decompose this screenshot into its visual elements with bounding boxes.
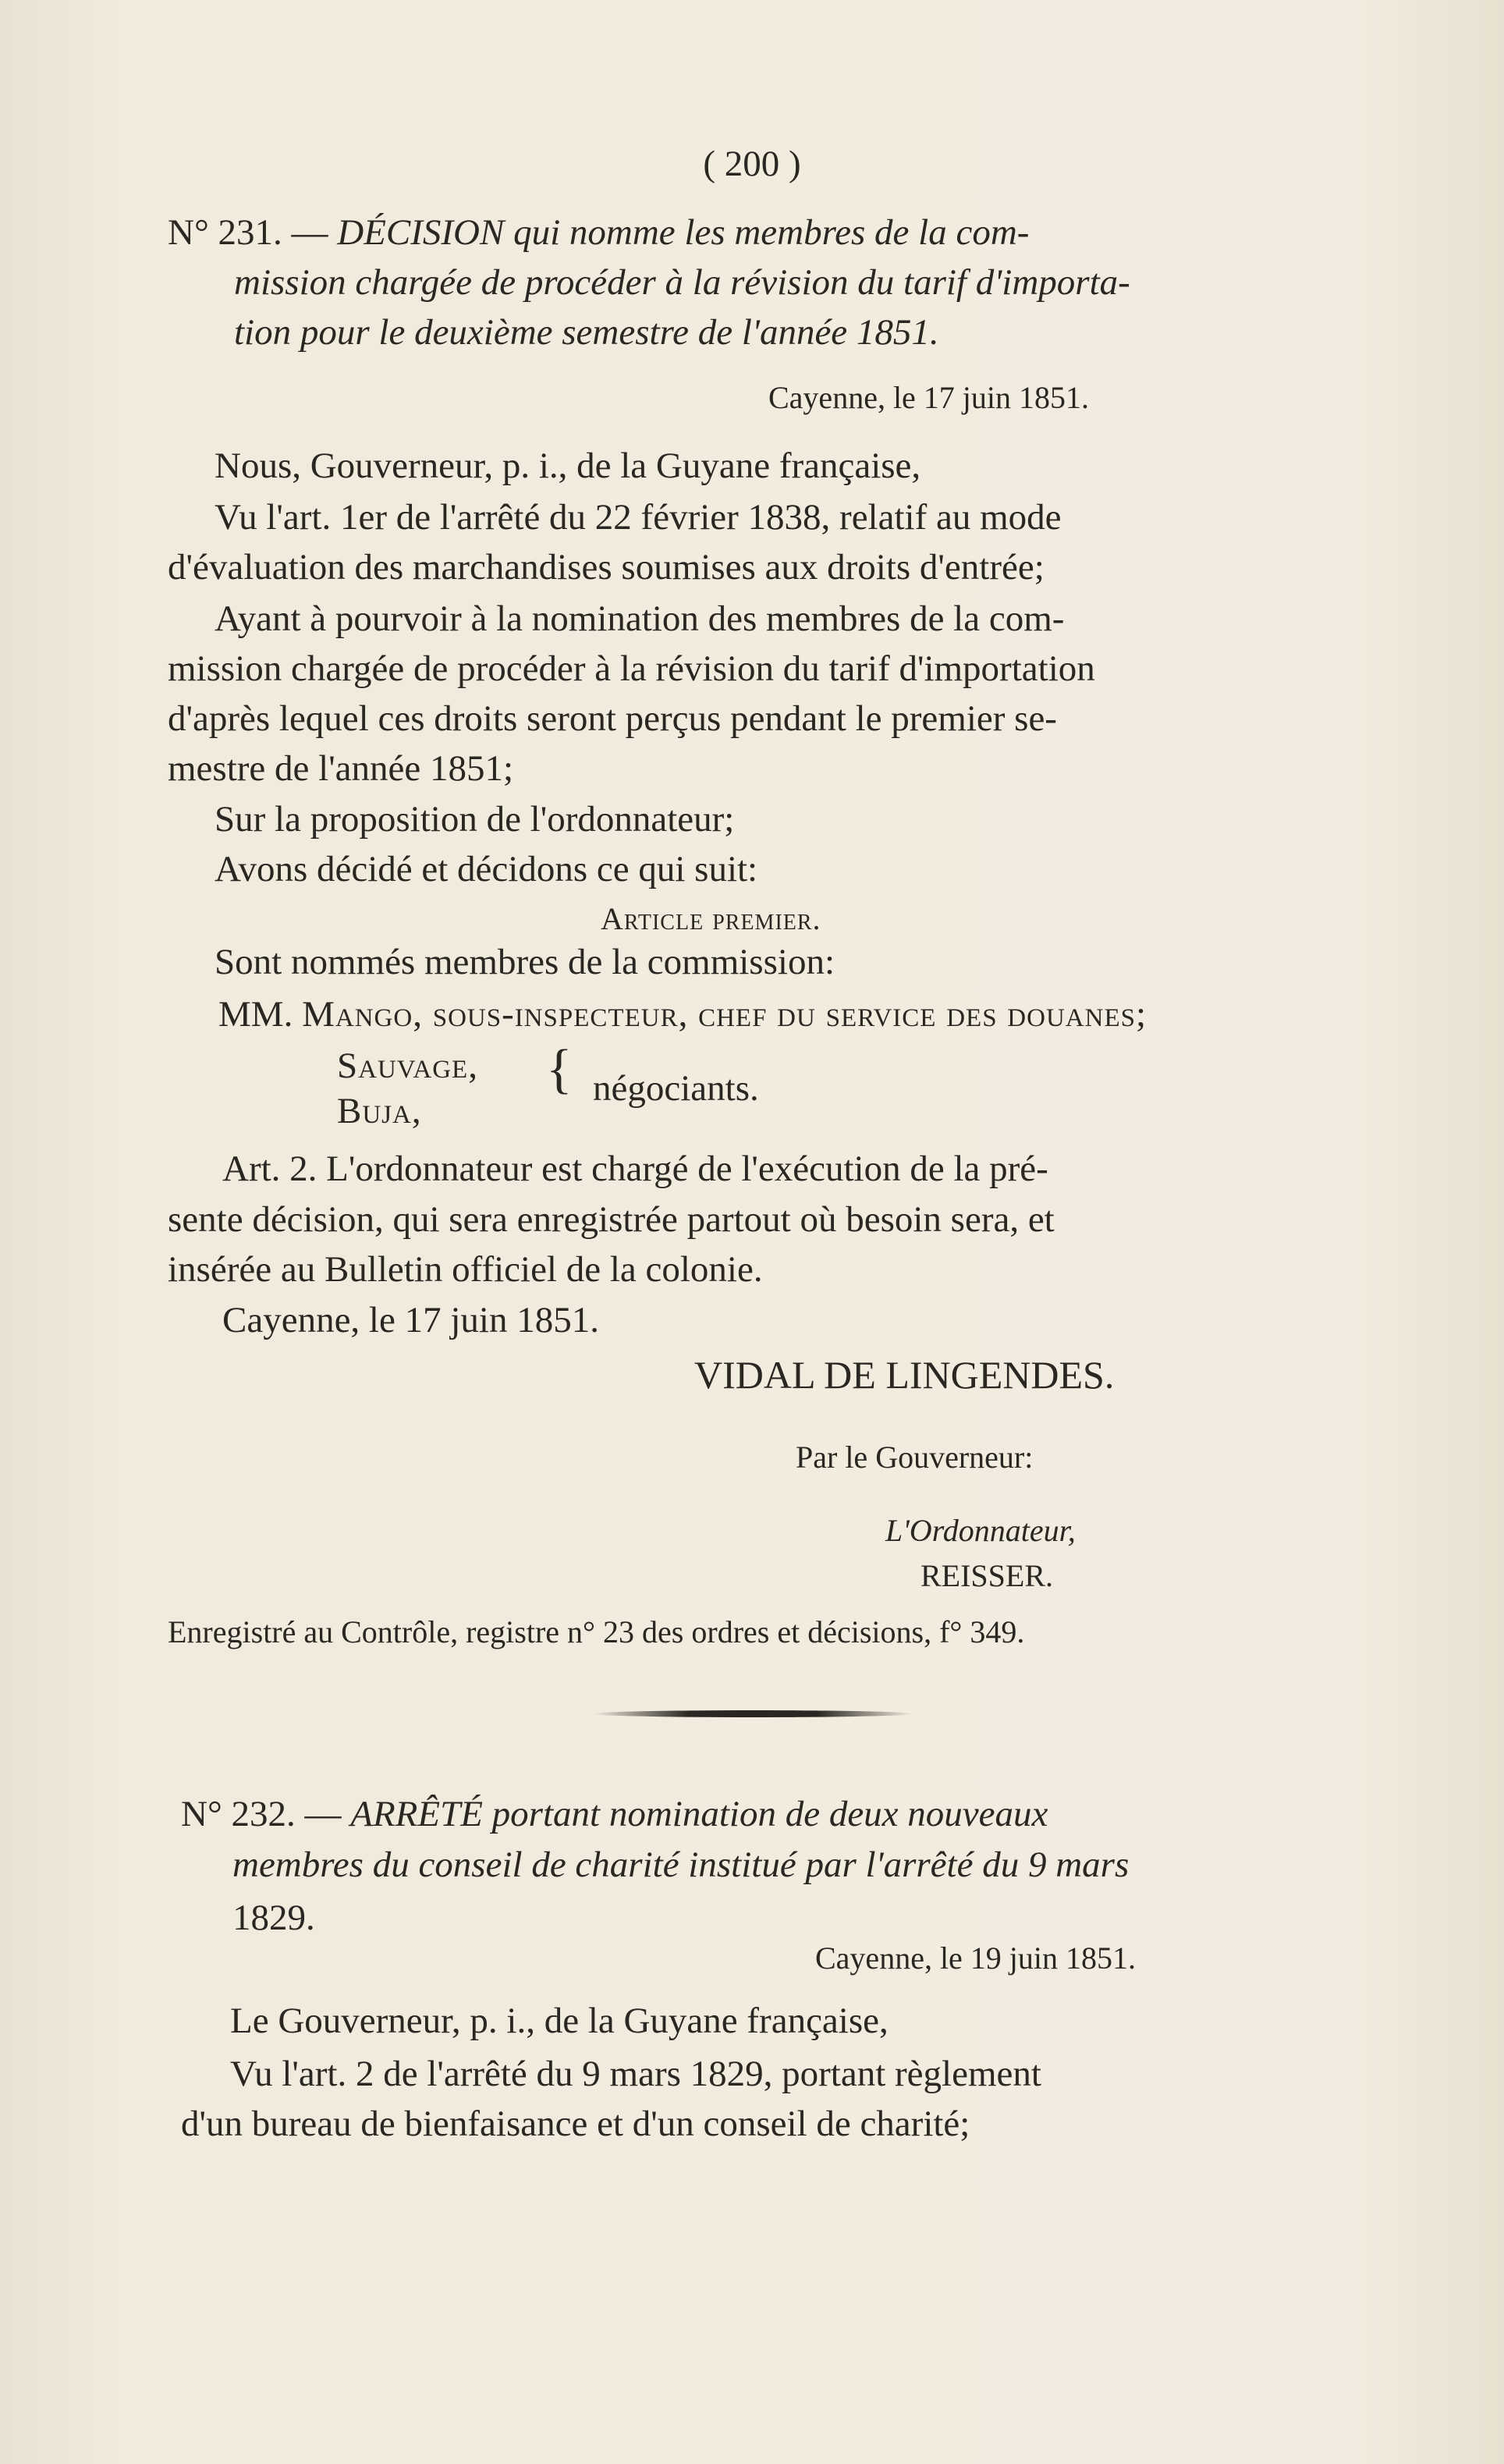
member-mango: Mango, sous-inspecteur, chef du service des douanes; [302, 994, 1148, 1035]
decision-231-reisser: REISSER. [920, 1558, 1054, 1593]
decision-232-number: N° 232. [181, 1794, 296, 1834]
decision-232-title-line-3: 1829. [232, 1898, 315, 1938]
decision-231-vu-line-1: Vu l'art. 1er de l'arrêté du 22 février 1838, relatif au mode [215, 497, 1062, 538]
decision-231-ayant-line-1: Ayant à pourvoir à la nomination des membres de la com- [215, 598, 1065, 639]
decision-231-vu-line-2: d'évaluation des marchandises soumises aux droits d'entrée; [168, 547, 1045, 588]
decision-231-registration: Enregistré au Contrôle, registre n° 23 des ordres et décisions, f° 349. [168, 1614, 1025, 1649]
decision-231-par-le-gouverneur: Par le Gouverneur: [796, 1440, 1034, 1475]
decision-231-title-line-3: tion pour le deuxième semestre de l'année 1851. [234, 312, 939, 353]
members-negociants-label: négociants. [593, 1068, 759, 1109]
page-number: ( 200 ) [703, 144, 801, 184]
decision-231-ayant-line-3: d'après lequel ces droits seront perçus pendant le premier se- [168, 698, 1057, 739]
member-sauvage: Sauvage, [337, 1046, 478, 1086]
decision-231-ayant-line-2: mission chargée de procéder à la révision du tarif d'importation [168, 648, 1095, 689]
decision-232-vu-line-2: d'un bureau de bienfaisance et d'un conseil de charité; [181, 2104, 970, 2144]
decision-232-title-line-2: membres du conseil de charité institué par l'arrêté du 9 mars [232, 1844, 1130, 1885]
decision-231-signature: VIDAL DE LINGENDES. [694, 1353, 1115, 1397]
decision-232-place-date: Cayenne, le 19 juin 1851. [815, 1940, 1137, 1976]
decision-231-title: DÉCISION qui nomme les membres de la com- [337, 212, 1030, 253]
decision-231-art2-line-1: Art. 2. L'ordonnateur est chargé de l'exécution de la pré- [222, 1149, 1048, 1189]
decision-231-art2-line-2: sente décision, qui sera enregistrée partout où besoin sera, et [168, 1199, 1055, 1240]
decision-232-title: ARRÊTÉ portant nomination de deux nouveaux [350, 1794, 1048, 1834]
decision-231-number: N° 231. [168, 212, 282, 253]
decision-231-title-line-1: N° 231. — DÉCISION qui nomme les membres de la com- [168, 212, 1030, 253]
decision-231-sur: Sur la proposition de l'ordonnateur; [215, 799, 735, 840]
decision-231-avons: Avons décidé et décidons ce qui suit: [215, 849, 758, 889]
section-separator-rule [593, 1710, 913, 1717]
decision-232-title-line-1: N° 232. — ARRÊTÉ portant nomination de deux nouveaux [181, 1794, 1048, 1834]
member-brace: { [546, 1039, 573, 1099]
decision-232-vu-line-1: Vu l'art. 2 de l'arrêté du 9 mars 1829, portant règlement [230, 2054, 1041, 2094]
decision-231-mango-line: MM. Mango, sous-inspecteur, chef du service des douanes; [218, 994, 1148, 1035]
decision-231-title-line-2: mission chargée de procéder à la révision du tarif d'importa- [234, 262, 1130, 303]
decision-231-place-date: Cayenne, le 17 juin 1851. [768, 380, 1090, 415]
decision-231-closing-place: Cayenne, le 17 juin 1851. [222, 1300, 599, 1340]
decision-231-ordonnateur: L'Ordonnateur, [885, 1513, 1076, 1548]
decision-231-ayant-line-4: mestre de l'année 1851; [168, 748, 514, 789]
decision-231-intro: Nous, Gouverneur, p. i., de la Guyane française, [215, 446, 921, 486]
decision-232-intro: Le Gouverneur, p. i., de la Guyane française, [230, 2001, 889, 2041]
article-premier-heading: Article premier. [601, 901, 821, 936]
decision-231-sont: Sont nommés membres de la commission: [215, 942, 835, 982]
member-buja: Buja, [337, 1091, 422, 1131]
decision-231-art2-line-3: insérée au Bulletin officiel de la colonie. [168, 1249, 763, 1290]
